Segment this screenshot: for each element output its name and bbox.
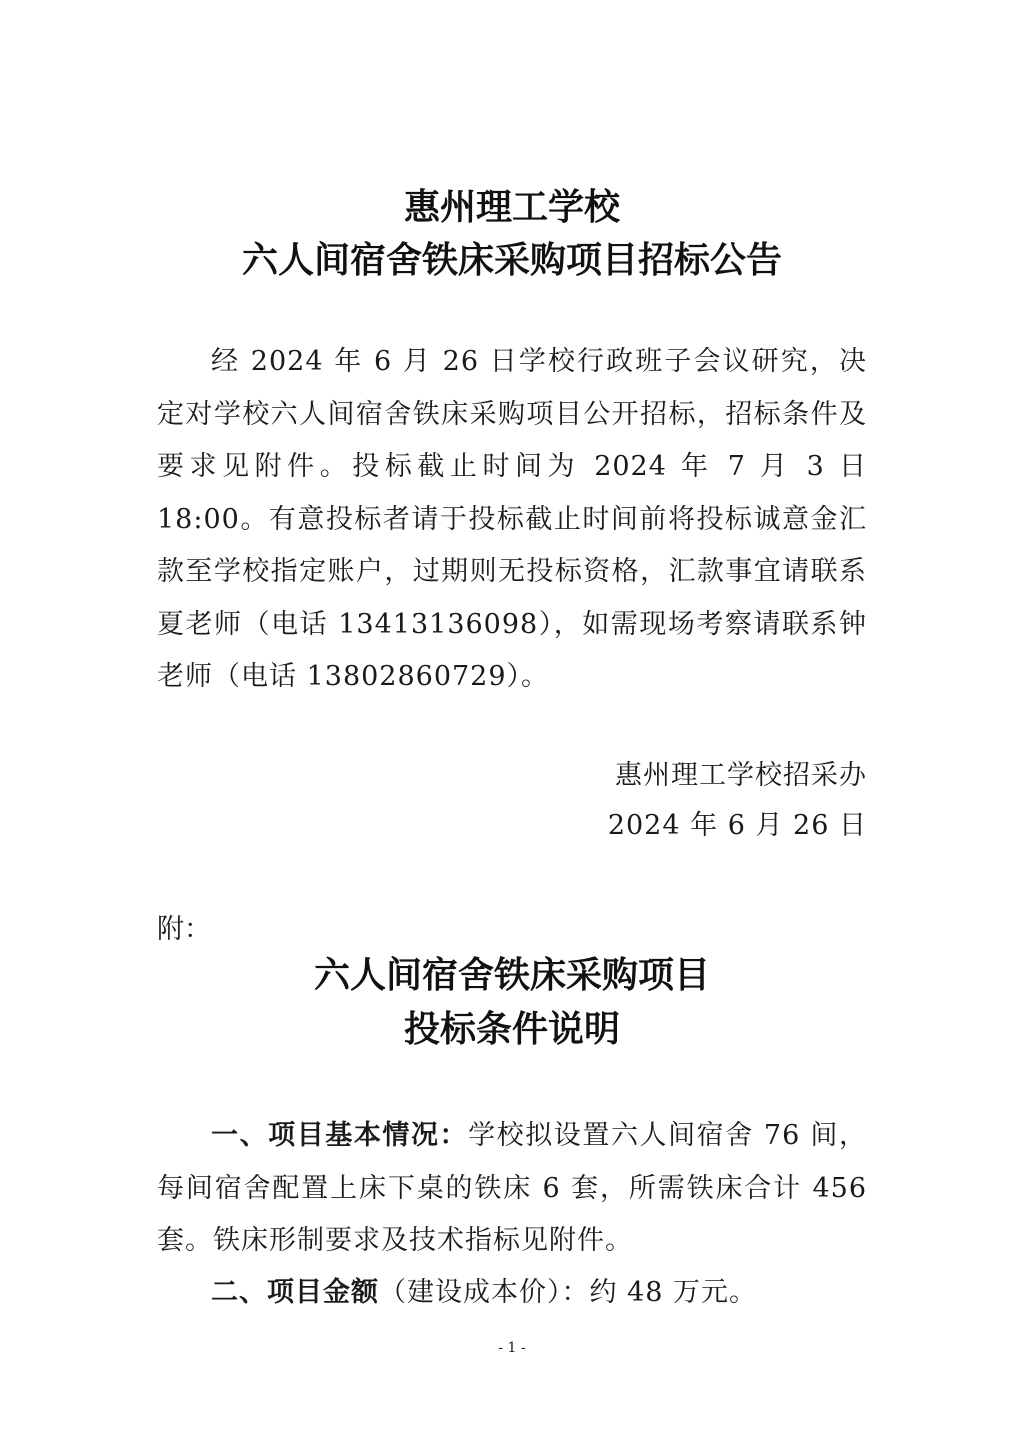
section-heading: 二、项目金额 — [211, 1277, 379, 1308]
section-basic-info — [157, 1110, 867, 1268]
notice-body: 经 2024 年 6 月 26 日学校行政班子会议研究，决定对学校六人间宿舍铁床采购项目公开招标，招标条件及要求见附件。投标截止时间为 2024 年 7 月 3 日 18:00。有意投标者请于投标截止时间前将投标诚意金汇款至学校指定账户，过期则无投标资格，汇款事宜请联系夏老师（电话 13413136098），如需现场考察请联系钟老师（电话 13802860729）。 — [157, 346, 867, 692]
attachment-label: 附： — [157, 914, 211, 945]
signature-org: 惠州理工学校招采办 — [615, 760, 867, 791]
attachment-title-line1: 六人间宿舍铁床采购项目 — [313, 954, 710, 996]
section-text: （建设成本价）：约 48 万元。 — [379, 1277, 758, 1308]
section-text: 学校拟设置六人间宿舍 76 间，每间宿舍配置上床下桌的铁床 6 套，所需铁床合计 456 套。铁床形制要求及技术指标见附件。 — [157, 1120, 867, 1256]
signature-date: 2024 年 6 月 26 日 — [607, 810, 867, 841]
page-number: - 1 - — [498, 1340, 526, 1356]
attachment-title-line2: 投标条件说明 — [403, 1008, 620, 1050]
notice-title-line2: 六人间宿舍铁床采购项目招标公告 — [241, 239, 782, 281]
section-heading: 一、项目基本情况： — [211, 1120, 469, 1151]
section-project-amount — [157, 1267, 867, 1320]
notice-title-line1: 惠州理工学校 — [403, 186, 620, 228]
